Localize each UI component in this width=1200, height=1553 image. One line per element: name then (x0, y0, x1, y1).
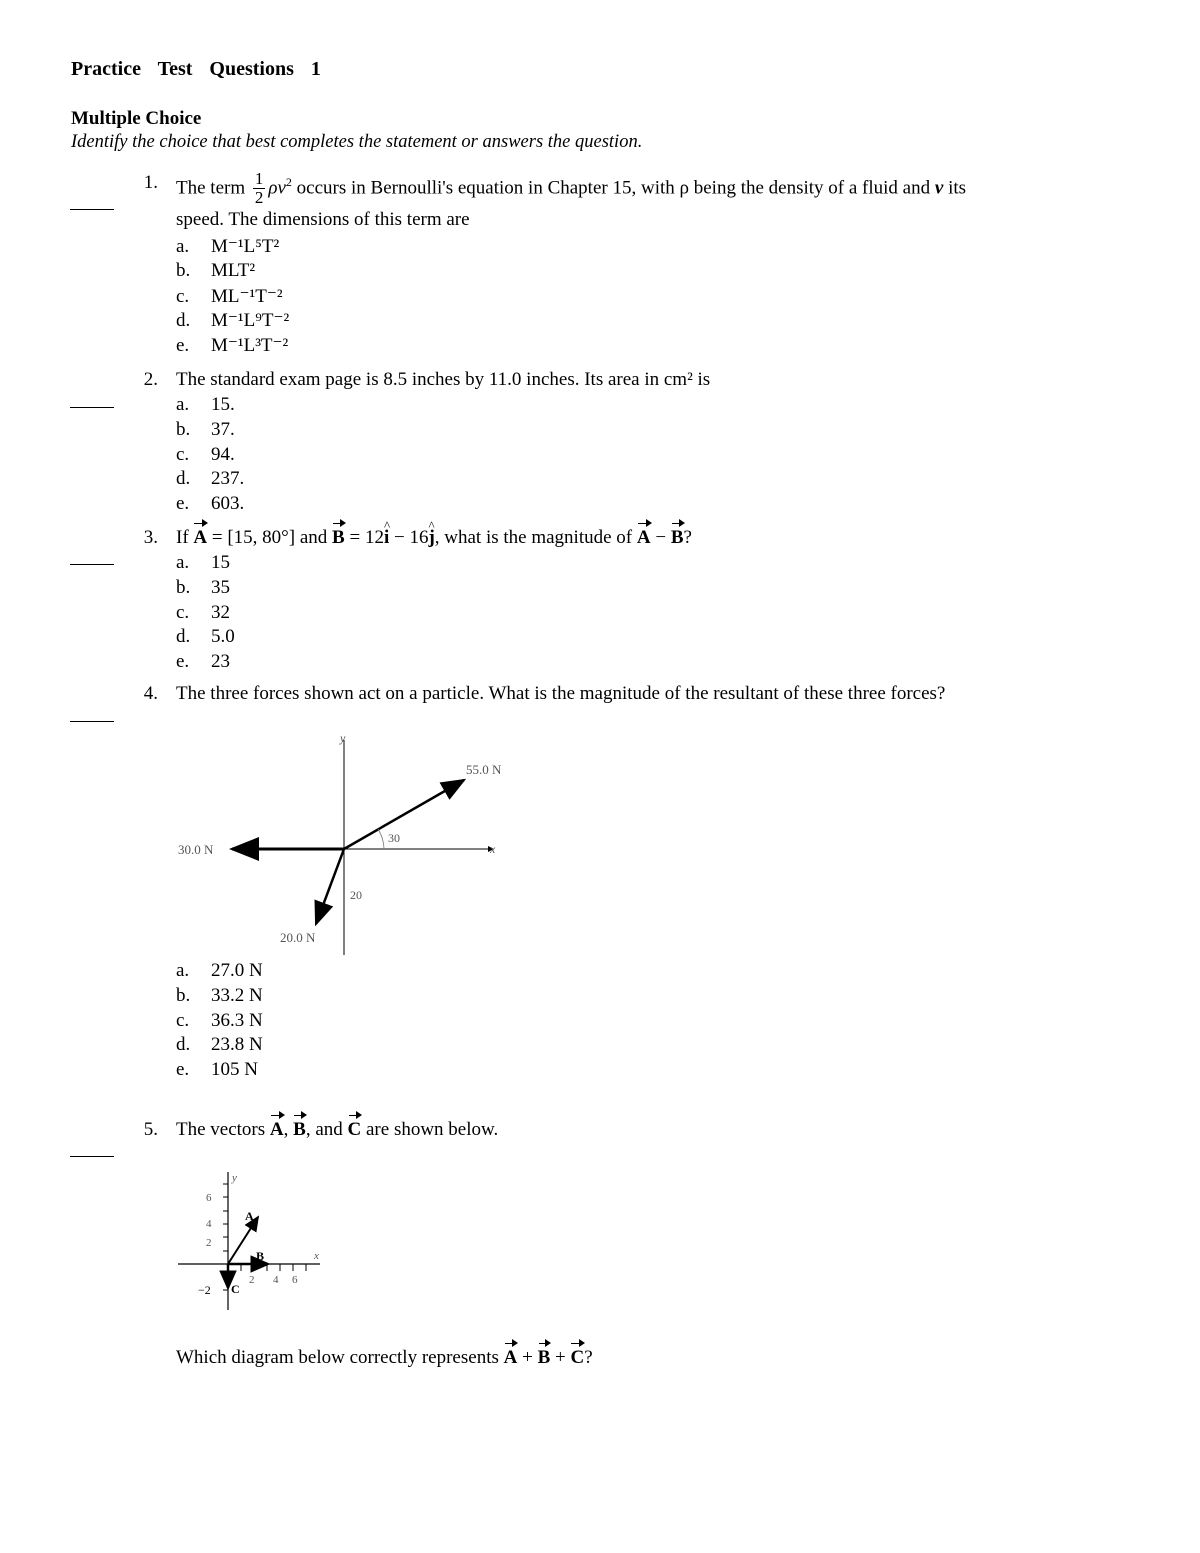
question-5-followup (176, 1347, 593, 1369)
answer-option (176, 577, 230, 599)
page-title: Practice Test Questions 1 (71, 58, 321, 80)
option-letter: b. (176, 418, 191, 440)
q3-eq2c: , what is the magnitude of (434, 527, 633, 548)
question-2-text: The standard exam page is 8.5 inches by 11.0 inches. Its area in cm² is (176, 369, 711, 390)
y-tick-label: −2 (198, 1283, 211, 1297)
option-text: 35 (211, 576, 230, 598)
answer-option (176, 626, 235, 648)
unit-j: ^ j (428, 527, 434, 549)
option-letter: a. (176, 960, 190, 981)
force-30n-label: 30.0 N (178, 842, 214, 857)
comma: , (283, 1119, 289, 1140)
answer-blank-q2[interactable] (70, 392, 114, 414)
q3-if: If (176, 527, 189, 548)
unit-i: ^ i (384, 527, 389, 549)
option-letter: a. (176, 394, 190, 415)
vector-b: B (670, 527, 684, 548)
v-symbol: v (934, 177, 944, 199)
q1-text-mid: occurs in Bernoulli's equation in Chapter 15, with ρ being the density of a fluid and (296, 177, 931, 199)
option-text: 237. (211, 468, 245, 490)
answer-option (176, 285, 283, 308)
option-letter: d. (176, 1034, 191, 1056)
q3-eq2a: = 12 (349, 527, 384, 548)
answer-option (176, 552, 230, 574)
option-text: 105 N (211, 1059, 258, 1081)
answer-blank-q3[interactable] (70, 549, 114, 571)
section-heading: Multiple Choice (71, 108, 202, 129)
force-diagram (170, 725, 510, 960)
question-number: 1. (143, 172, 158, 193)
vectors-diagram (176, 1168, 326, 1313)
option-letter: c. (176, 1009, 190, 1031)
question-mark: ? (683, 527, 692, 548)
option-letter: a. (176, 236, 190, 257)
option-text: M⁻¹L⁵T² (211, 236, 280, 257)
option-text: ML⁻¹T⁻² (211, 285, 283, 307)
answer-option (176, 985, 263, 1007)
x-tick-label: 4 (273, 1274, 279, 1286)
rho-v: ρv (268, 177, 286, 199)
option-letter: e. (176, 493, 190, 515)
answer-option (176, 1010, 263, 1032)
answer-option (176, 1059, 258, 1081)
comma-and: , and (305, 1119, 343, 1140)
option-text: 603. (211, 493, 245, 515)
option-text: 94. (211, 443, 235, 465)
option-letter: c. (176, 443, 190, 465)
question-1-line2: speed. The dimensions of this term are (176, 209, 470, 230)
vector-a: A (193, 527, 208, 548)
y-tick-label: 4 (206, 1218, 212, 1230)
option-letter: c. (176, 285, 190, 307)
question-5-text (176, 1119, 498, 1141)
x-tick-label: 6 (292, 1274, 298, 1286)
vector-a: A (269, 1119, 284, 1140)
option-letter: e. (176, 651, 190, 673)
vector-b: B (537, 1347, 551, 1368)
answer-option (176, 468, 244, 490)
vector-c: C (347, 1119, 362, 1140)
force-55n-label: 55.0 N (466, 762, 502, 777)
option-text: 5.0 (211, 626, 235, 648)
vector-b-label: B (256, 1249, 265, 1263)
vector-a-label: A (245, 1209, 254, 1223)
answer-option (176, 309, 289, 332)
question-4-text: The three forces shown act on a particle. What is the magnitude of the resultant of these three forces? (176, 683, 946, 704)
y-tick-label: 2 (206, 1237, 212, 1249)
y-axis-label: y (232, 1172, 237, 1184)
q1-text-end: its (948, 177, 967, 199)
plus-sign: + (555, 1347, 566, 1368)
angle-20-label: 20 (350, 888, 362, 902)
minus-sign: − (655, 527, 667, 548)
q1-text-start: The term (176, 177, 246, 199)
force-20n-label: 20.0 N (280, 930, 316, 945)
question-number: 5. (143, 1119, 158, 1140)
option-text: 15. (211, 394, 235, 415)
instructions: Identify the choice that best completes the statement or answers the question. (71, 132, 643, 152)
q5-text-end: are shown below. (366, 1119, 499, 1140)
vector-b: B (293, 1119, 306, 1140)
vector-c: C (570, 1347, 585, 1368)
option-letter: c. (176, 601, 190, 623)
question-mark: ? (584, 1347, 593, 1368)
option-letter: e. (176, 1059, 190, 1081)
x-axis-label: x (314, 1250, 319, 1262)
option-letter: b. (176, 259, 191, 281)
option-letter: d. (176, 468, 191, 490)
answer-blank-q5[interactable] (70, 1141, 114, 1163)
option-letter: e. (176, 335, 190, 357)
exponent: 2 (285, 175, 292, 189)
answer-option (176, 493, 244, 515)
option-text: 15 (211, 552, 230, 573)
question-1-text (176, 160, 966, 210)
answer-option (176, 419, 235, 441)
option-text: MLT² (211, 259, 256, 281)
fraction-one-half: $\frac{1}{2}$ (254, 169, 264, 208)
option-text: 23.8 N (211, 1034, 263, 1056)
answer-option (176, 651, 230, 673)
option-text: 32 (211, 601, 230, 623)
answer-option (176, 444, 235, 466)
option-text: 36.3 N (211, 1009, 263, 1031)
option-text: 23 (211, 651, 230, 673)
option-letter: b. (176, 576, 191, 598)
vector-c-label: C (231, 1282, 240, 1296)
answer-option (176, 260, 255, 282)
answer-option (176, 960, 263, 982)
y-tick-label: 6 (206, 1192, 212, 1204)
q5-followup-text: Which diagram below correctly represents (176, 1347, 499, 1368)
answer-option (176, 235, 279, 258)
option-text: 37. (211, 418, 235, 440)
question-number: 3. (143, 527, 158, 548)
answer-blank-q1[interactable] (70, 194, 114, 216)
vector-a-arrow (228, 1217, 258, 1264)
question-number: 4. (143, 683, 158, 704)
angle-30-label: 30 (388, 831, 400, 845)
vector-b: B (332, 527, 345, 548)
angle-arc-30 (378, 829, 384, 849)
x-tick-label: 2 (249, 1274, 255, 1286)
force-20n-arrow (316, 849, 344, 924)
answer-option (176, 334, 288, 357)
answer-option (176, 394, 235, 416)
vector-a: A (503, 1347, 518, 1368)
y-axis-label: y (340, 731, 346, 745)
option-letter: d. (176, 310, 191, 332)
x-axis-label: x (490, 842, 496, 856)
option-text: M⁻¹L³T⁻² (211, 335, 289, 357)
question-number: 2. (143, 369, 158, 390)
q5-text-start: The vectors (176, 1119, 266, 1140)
option-letter: d. (176, 626, 191, 648)
answer-option (176, 602, 230, 624)
option-text: M⁻¹L⁹T⁻² (211, 310, 290, 332)
q3-eq1: = [15, 80°] and (211, 527, 328, 548)
question-3-text (176, 527, 692, 549)
option-letter: a. (176, 552, 190, 573)
option-letter: b. (176, 984, 191, 1006)
option-text: 33.2 N (211, 984, 263, 1006)
vector-a: A (636, 527, 651, 548)
option-text: 27.0 N (211, 960, 263, 981)
answer-option (176, 1034, 263, 1056)
answer-blank-q4[interactable] (70, 706, 114, 728)
force-55n-arrow (344, 780, 464, 849)
plus-sign: + (522, 1347, 533, 1368)
q3-eq2b: − 16 (393, 527, 429, 548)
